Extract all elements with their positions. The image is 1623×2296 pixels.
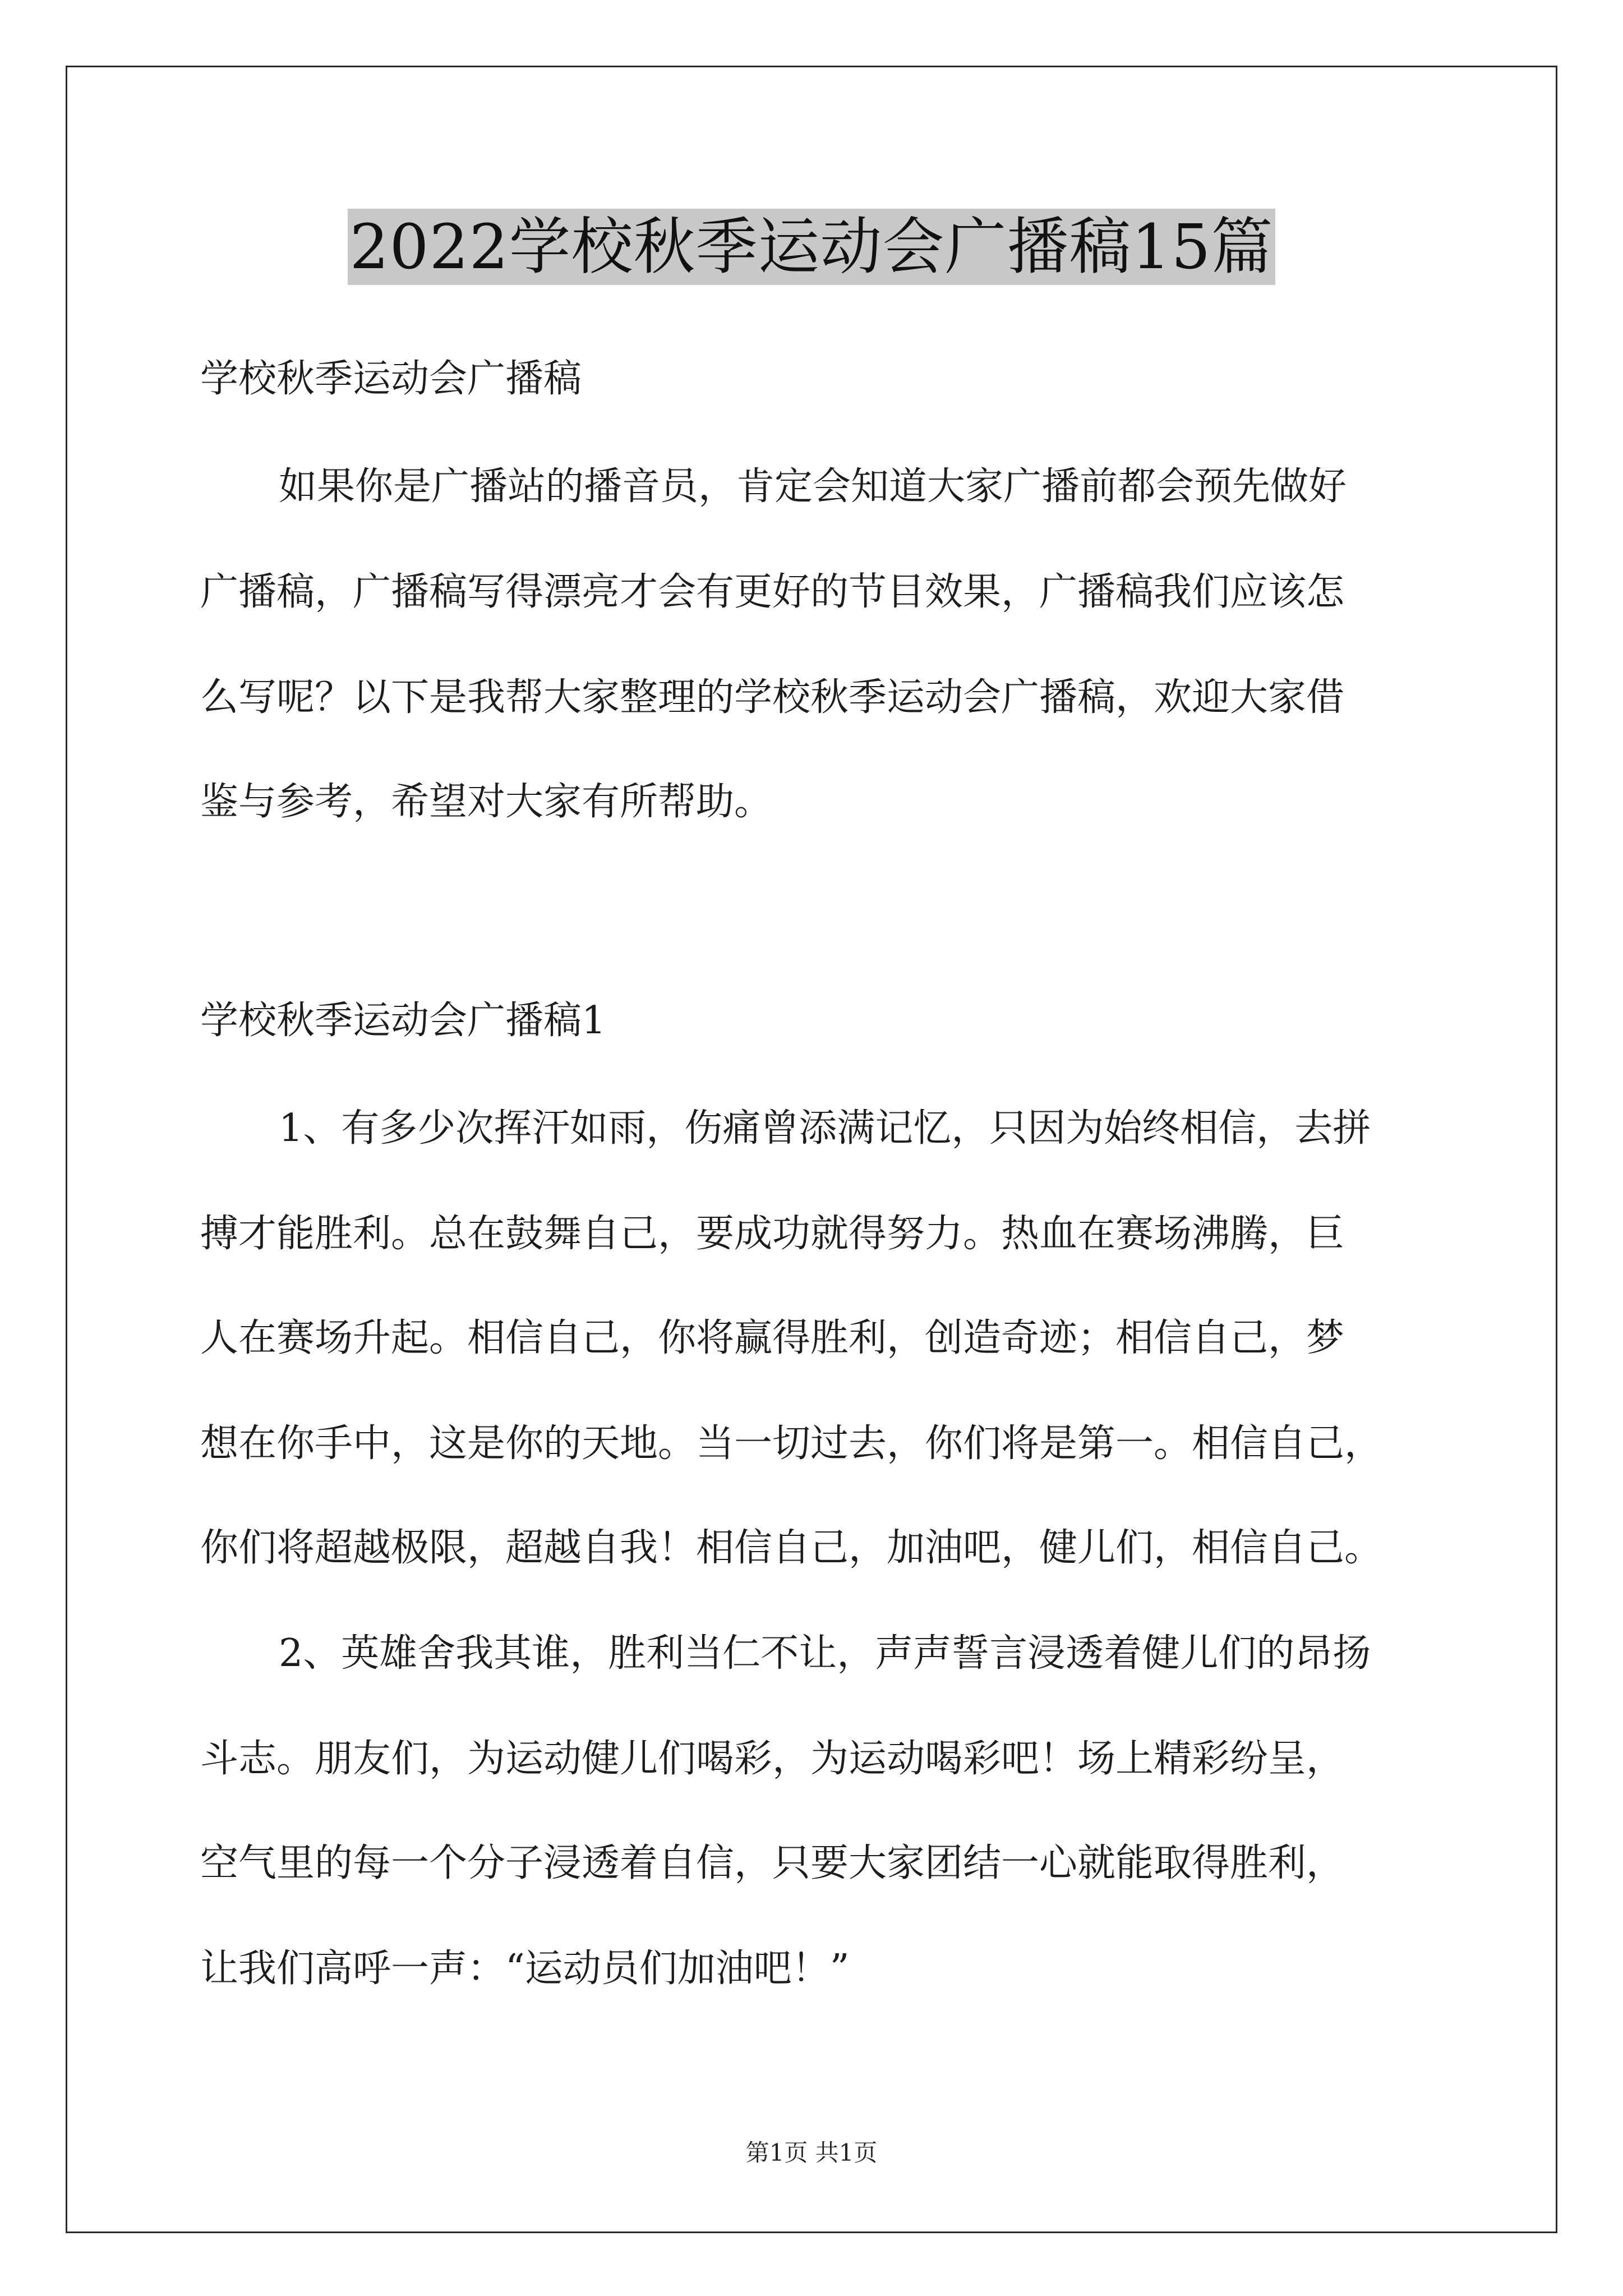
title-container	[0, 209, 1623, 285]
intro-line: 么写呢？以下是我帮大家整理的学校秋季运动会广播稿，欢迎大家借	[200, 675, 1345, 720]
intro-line: 广播稿，广播稿写得漂亮才会有更好的节目效果，广播稿我们应该怎	[200, 570, 1345, 614]
paragraph-line: 2、英雄舍我其谁，胜利当仁不让，声声誓言浸透着健儿们的昂扬	[279, 1631, 1371, 1676]
paragraph-line: 想在你手中，这是你的天地。当一切过去，你们将是第一。相信自己，	[200, 1421, 1383, 1466]
document-title: 2022学校秋季运动会广播稿15篇	[348, 209, 1276, 285]
paragraph-line: 人在赛场升起。相信自己，你将赢得胜利，创造奇迹；相信自己，梦	[200, 1316, 1345, 1360]
paragraph-line: 你们将超越极限，超越自我！相信自己，加油吧，健儿们，相信自己。	[200, 1526, 1383, 1570]
page-footer: 第1页 共1页	[745, 2139, 878, 2166]
paragraph-line: 搏才能胜利。总在鼓舞自己，要成功就得努力。热血在赛场沸腾，巨	[200, 1212, 1345, 1256]
paragraph-line: 让我们高呼一声：“运动员们加油吧！”	[200, 1947, 850, 1991]
paragraph-line: 1、有多少次挥汗如雨，伤痛曾添满记忆，只因为始终相信，去拼	[279, 1106, 1371, 1151]
paragraph-line: 斗志。朋友们，为运动健儿们喝彩，为运动喝彩吧！场上精彩纷呈，	[200, 1737, 1345, 1781]
paragraph-line: 空气里的每一个分子浸透着自信，只要大家团结一心就能取得胜利，	[200, 1841, 1345, 1885]
intro-line: 鉴与参考，希望对大家有所帮助。	[200, 780, 773, 824]
intro-line: 如果你是广播站的播音员，肯定会知道大家广播前都会预先做好	[279, 464, 1347, 509]
subtitle: 学校秋季运动会广播稿	[200, 357, 582, 401]
section-heading: 学校秋季运动会广播稿1	[200, 999, 606, 1043]
